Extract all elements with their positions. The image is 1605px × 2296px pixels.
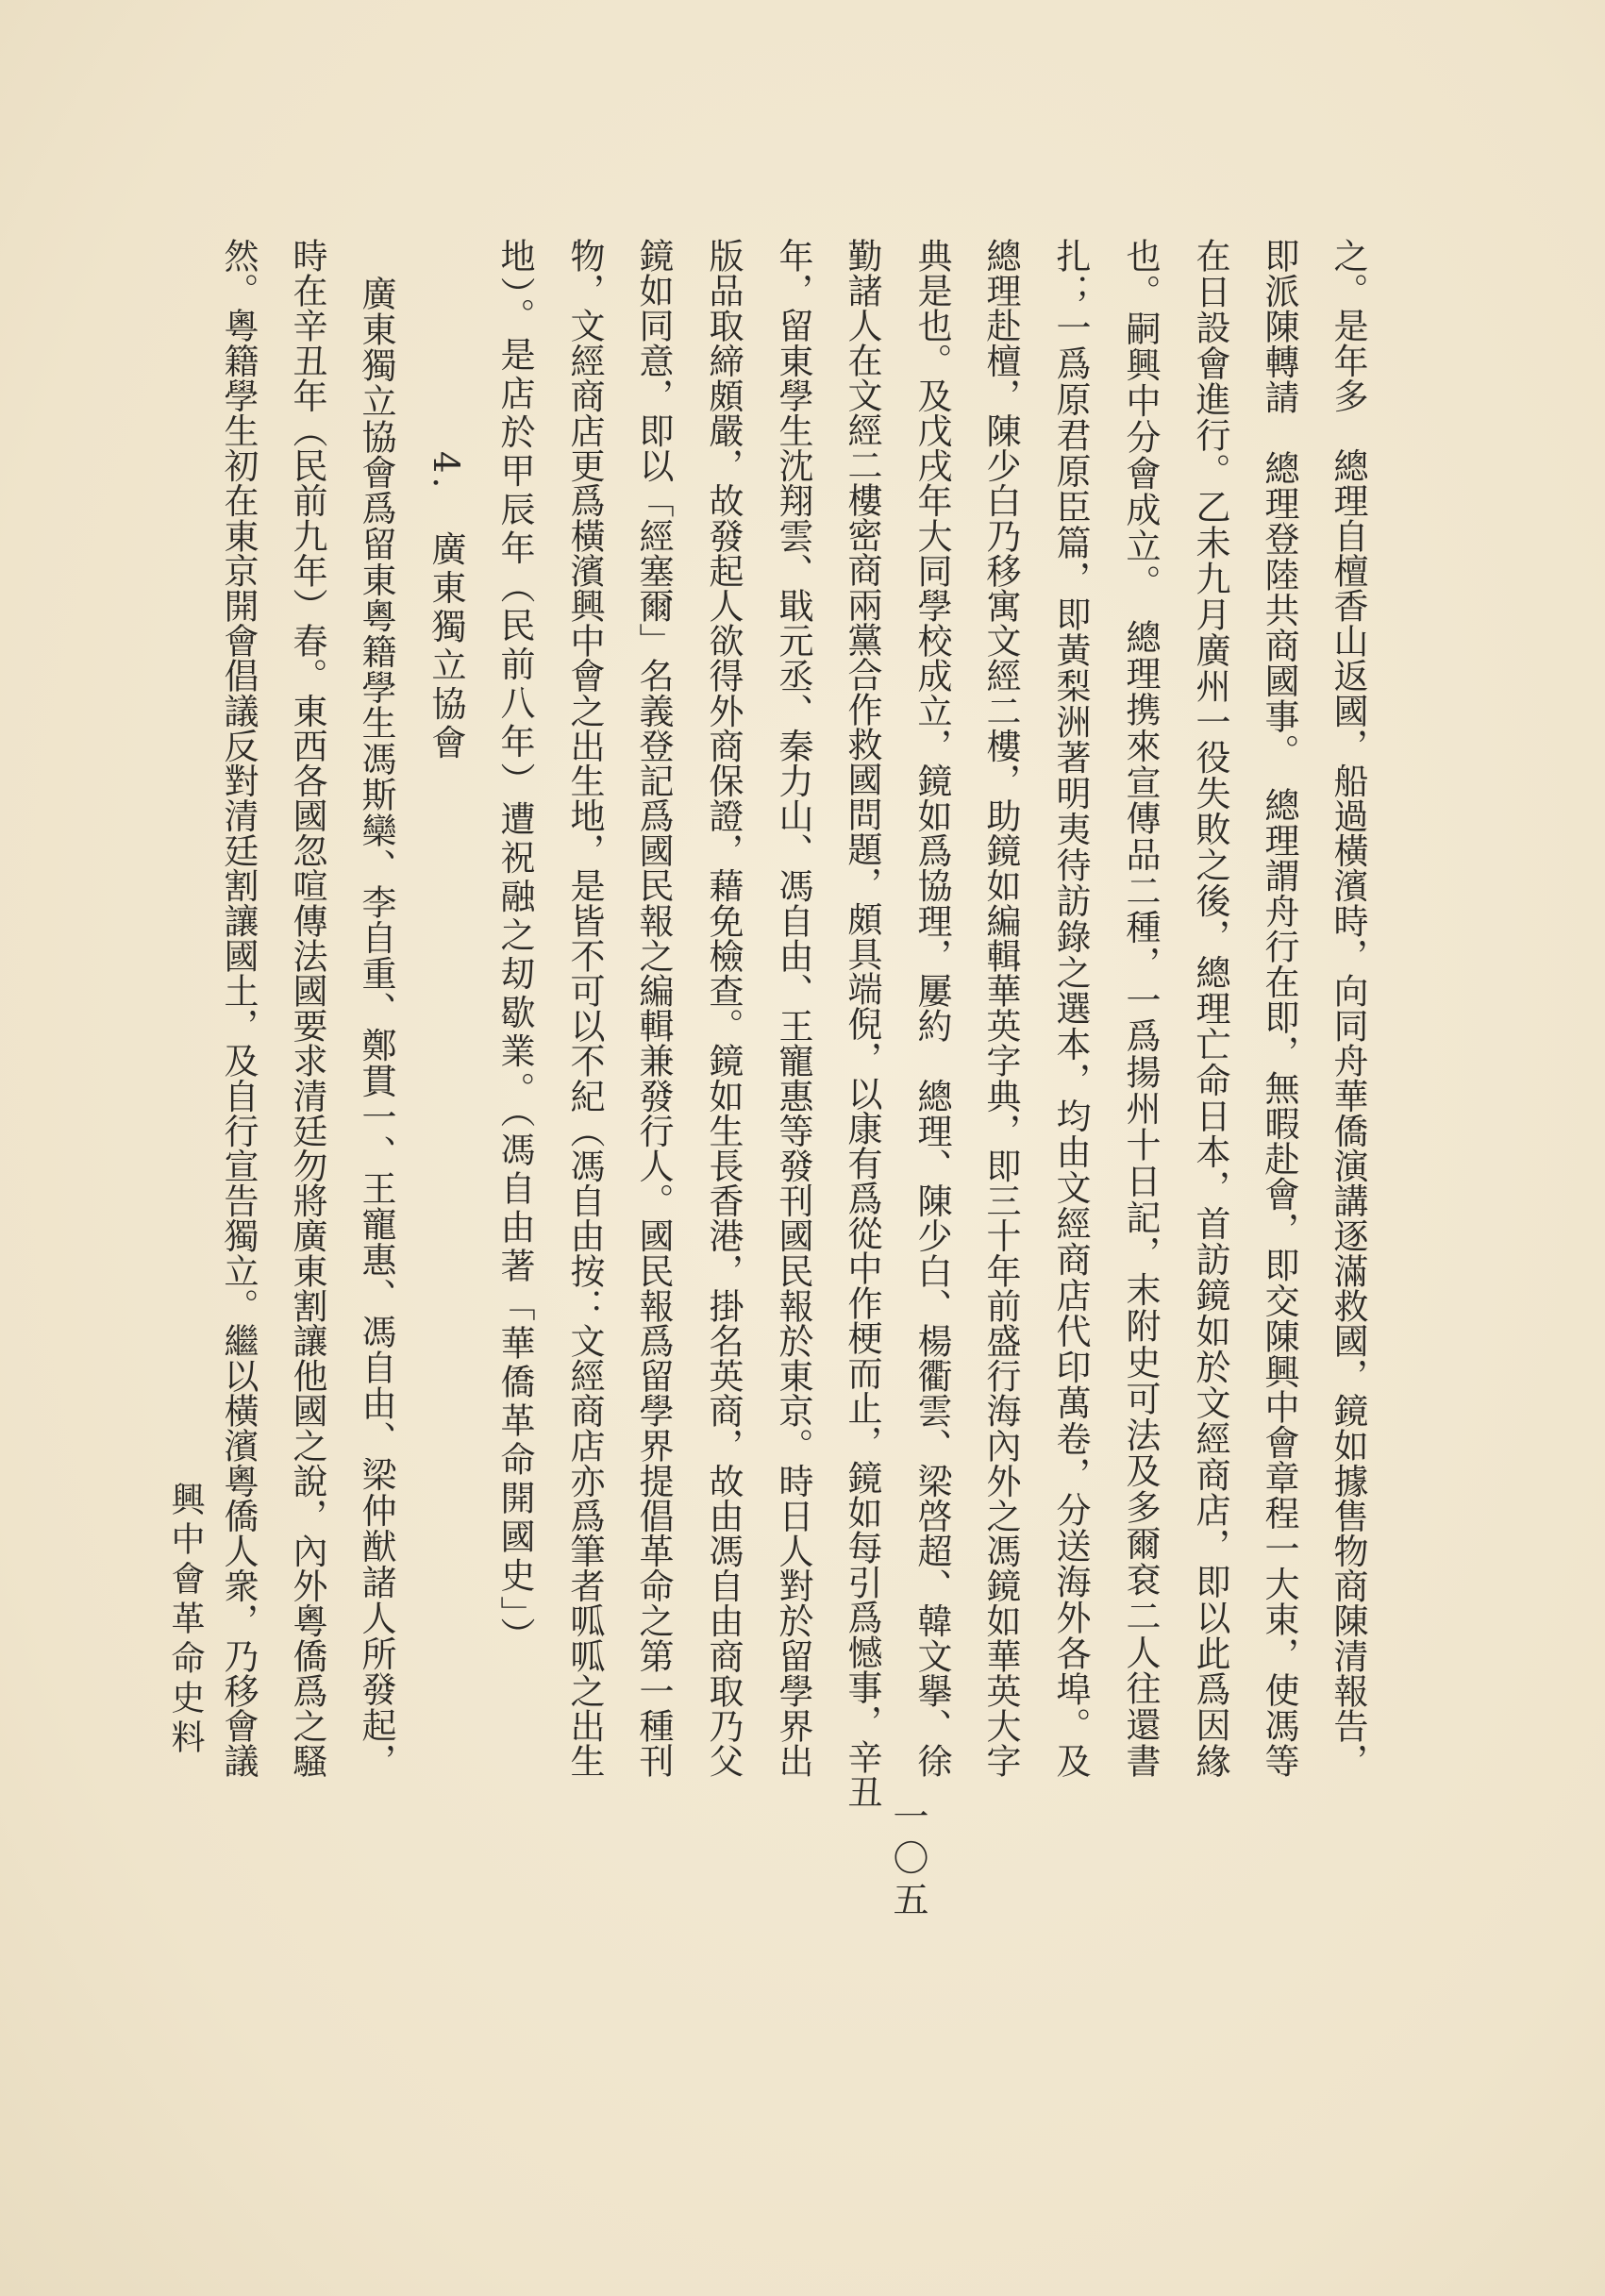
text-column: 鏡如同意，即以「經塞爾」名義登記爲國民報之編輯兼發行人。國民報爲留學界提倡革命之第一種刊 [633,238,674,1778]
text-column: 時在辛丑年（民前九年）春。東西各國忽喧傳法國要求清廷勿將廣東割讓他國之說，內外粵僑爲之騷 [287,238,327,1778]
text-column: 總理赴檀，陳少白乃移寓文經二樓，助鏡如編輯華英字典，即三十年前盛行海內外之馮鏡如華英大字 [980,238,1021,1778]
text-column: 然。粵籍學生初在東京開會倡議反對清廷割讓國土，及自行宣告獨立。繼以橫濱粵僑人衆，乃移會議 [218,238,259,1778]
text-column: 版品取締頗嚴，故發起人欲得外商保證，藉免檢查。鏡如生長香港，掛名英商，故由馮自由商取乃父 [703,238,744,1778]
text-column: 勤諸人在文經二樓密商兩黨合作救國問題，頗具端倪，以康有爲從中作梗而止，鏡如每引爲憾事，辛丑 [842,238,882,1809]
text-column: 物，文經商店更爲橫濱興中會之出生地，是皆不可以不紀（馮自由按：文經商店亦爲筆者呱呱之出生 [564,238,605,1778]
section-heading: 4. 廣東獨立協會 [426,451,466,763]
text-column: 年，留東學生沈翔雲、戢元丞、秦力山、馮自由、王寵惠等發刊國民報於東京。時日人對於留學界出 [773,238,813,1778]
text-column: 之。是年多 總理自檀香山返國，船過橫濱時，向同舟華僑演講逐滿救國，鏡如據售物商陳清報告， [1328,238,1368,1778]
text-column: 地）。是店於甲辰年（民前八年）遭祝融之刧歇業。（馮自由著「華僑革命開國史」） [494,238,535,1656]
text-column: 扎；一爲原君原臣篇，即黃梨洲著明夷待訪錄之選本，均由文經商店代印萬卷，分送海外各埠。及 [1050,238,1091,1778]
text-column: 即派陳轉請 總理登陸共商國事。 總理謂舟行在即，無暇赴會，即交陳興中會章程一大束，使馮等 [1259,238,1299,1778]
page-number: 一〇五 [887,1798,928,1922]
book-title: 興中會革命史料 [166,1482,205,1759]
text-column: 典是也。及戊戌年大同學校成立，鏡如爲協理，屢約 總理、陳少白、楊衢雲、梁啓超、韓文擧、徐 [911,238,952,1778]
text-column: 在日設會進行。乙未九月廣州一役失敗之後，總理亡命日本，首訪鏡如於文經商店，即以此爲因緣 [1190,238,1230,1778]
text-column: 廣東獨立協會爲留東粵籍學生馮斯欒、李自重、鄭貫一、王寵惠、馮自由、梁仲猷諸人所發起， [356,276,396,1778]
text-column: 也。嗣興中分會成立。 總理携來宣傳品二種，一爲揚州十日記，末附史可法及多爾袞二人往還書 [1120,238,1161,1778]
